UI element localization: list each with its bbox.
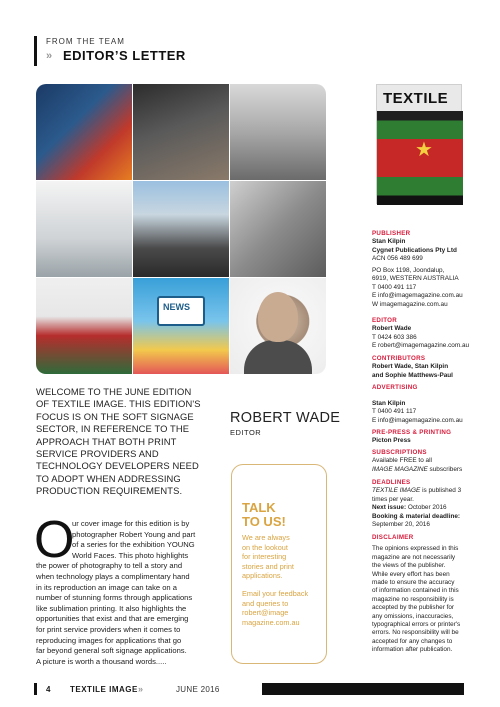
publisher-acn: ACN 056 489 699 [372, 255, 423, 263]
photo-news-illustration [133, 278, 229, 374]
next-issue-value: October 2016 [406, 504, 447, 512]
talk-intro [242, 533, 322, 581]
prepress-heading: PRE-PRESS & PRINTING [372, 429, 452, 436]
talk-email[interactable]: magazine.com.au [242, 617, 300, 627]
disclaimer-line: made to ensure the accuracy [372, 579, 455, 587]
chevron-icon: » [138, 684, 142, 694]
byline-name: ROBERT WADE [230, 410, 341, 426]
talk-line: and queries to [242, 598, 289, 608]
intro-line: WELCOME TO THE JUNE EDITION [36, 386, 192, 397]
advertising-email[interactable]: E info@imagemagazine.com.au [372, 416, 463, 424]
body-line: when technology plays a complimentary hand [36, 571, 190, 581]
masthead-editor [372, 317, 488, 351]
star-icon: ★ [415, 139, 433, 161]
body-line: of a series for the exhibition YOUNG [72, 540, 195, 550]
photo-team-group [133, 181, 229, 277]
talk-line: Email your feedback [242, 589, 309, 598]
photo-printing-press [36, 84, 132, 180]
body-line: for print service providers when it comes to [36, 624, 181, 634]
talk-heading [242, 501, 286, 529]
deadlines-line [372, 487, 488, 495]
next-issue-label: Next issue: [372, 504, 407, 512]
disclaimer-line: accepted for any changes to [372, 637, 453, 645]
body-line: in its reproduction an image can take on a [36, 582, 177, 592]
advertising-name: Stan Kilpin [372, 400, 406, 407]
body-line: opportunities that exist and that are emerging [36, 614, 189, 624]
talk-line: for interesting [242, 552, 287, 562]
body-line: ur cover image for this edition is by [72, 519, 190, 528]
section-kicker: FROM THE TEAM [46, 37, 125, 46]
advertising-heading: ADVERTISING [372, 384, 418, 391]
disclaimer-line: magazine are not necessarily [372, 553, 456, 561]
address-line: PO Box 1198, Joondalup, [372, 267, 445, 274]
chevron-icon: » [46, 50, 51, 62]
publisher-email[interactable]: E info@imagemagazine.com.au [372, 292, 463, 300]
intro-standfirst [36, 386, 214, 498]
contributors-line: and Sophie Matthews-Paul [372, 371, 453, 379]
talk-email[interactable]: robert@image [242, 608, 289, 618]
photo-fabric-table [230, 84, 326, 180]
photo-editor-portrait [230, 278, 326, 374]
masthead-contributors [372, 355, 488, 380]
contributors-line: Robert Wade, Stan Kilpin [372, 363, 449, 371]
photo-printer-machine [36, 181, 132, 277]
portrait-body [244, 340, 312, 374]
talk-heading-line: TALK [242, 500, 276, 515]
talk-line: on the lookout [242, 542, 288, 552]
cover-title: TEXTILE [383, 90, 449, 107]
publisher-company: Cygnet Publications Pty Ltd [372, 246, 457, 254]
masthead-advertising [372, 384, 488, 392]
deadlines-text: is published 3 [420, 487, 462, 495]
disclaimer-text [372, 545, 488, 654]
talk-contact[interactable] [242, 589, 322, 627]
drop-cap: O [34, 511, 75, 569]
disclaimer-line: of information contained in this [372, 587, 459, 595]
talk-line: applications. [242, 571, 283, 581]
disclaimer-line: typographical errors or printer's [372, 621, 461, 629]
address-line: 6919, WESTERN AUSTRALIA [372, 275, 459, 283]
footer-rule [34, 683, 37, 695]
booking-label: Booking & material deadline: [372, 512, 461, 520]
publisher-website[interactable]: W imagemagazine.com.au [372, 300, 448, 308]
magazine-cover [376, 84, 462, 204]
disclaimer-line: any omissions, inaccuracies, [372, 612, 454, 620]
masthead-subscriptions [372, 449, 488, 474]
disclaimer-line: information after publication. [372, 646, 453, 654]
body-line: World Faces. This photo highlights [72, 550, 189, 560]
editor-email[interactable]: E robert@imagemagazine.com.au [372, 342, 470, 350]
footer-logo: TEXTILE IMAGE [70, 685, 138, 694]
deadlines-heading: DEADLINES [372, 479, 411, 486]
publisher-name: Stan Kilpin [372, 238, 406, 246]
contributors-heading: CONTRIBUTORS [372, 355, 426, 362]
intro-line: SERVICE PROVIDERS AND [36, 448, 159, 460]
disclaimer-line: magazine no responsibility is [372, 595, 454, 603]
disclaimer-line: errors. No responsibility will be [372, 629, 459, 637]
deadlines-line: times per year. [372, 495, 414, 503]
subscriptions-line [372, 466, 488, 474]
magazine-name: TEXTILE IMAGE [372, 487, 421, 495]
masthead-prepress [372, 429, 488, 446]
photo-grid [36, 84, 326, 374]
intro-line: TO ADOPT WHEN ADDRESSING [36, 472, 181, 484]
disclaimer-line: accepted by the publisher for [372, 604, 455, 612]
byline-role: EDITOR [230, 428, 262, 437]
subscriptions-text: subscribers [427, 465, 463, 473]
masthead-deadlines [372, 479, 488, 529]
page-number: 4 [46, 685, 51, 694]
portrait-head [258, 292, 298, 342]
body-line: like sublimation printing. It also highlights the [36, 603, 187, 613]
masthead-advertising-contact [372, 400, 488, 425]
talk-heading-line: TO US! [242, 514, 286, 529]
talk-line: stories and print [242, 561, 294, 571]
disclaimer-line: The opinions expressed in this [372, 545, 459, 553]
publisher-heading: PUBLISHER [372, 230, 411, 237]
body-line: number of stunning forms through applications [36, 593, 193, 603]
masthead-address [372, 267, 488, 309]
page-title: EDITOR’S LETTER [63, 48, 186, 63]
disclaimer-line: the views of the publisher. [372, 562, 446, 570]
masthead-disclaimer [372, 534, 488, 655]
booking-value: September 20, 2016 [372, 521, 430, 529]
editor-name: Robert Wade [372, 325, 412, 333]
intro-line: OF TEXTILE IMAGE. THIS EDITION'S [36, 398, 201, 410]
masthead-publisher [372, 230, 488, 264]
intro-line: SECTOR, IN REFERENCE TO THE [36, 423, 190, 435]
talk-line: We are always [242, 533, 290, 542]
body-line: reproducing images for applications that go [36, 635, 182, 645]
magazine-name: IMAGE MAGAZINE [372, 465, 428, 473]
talk-to-us-box [231, 464, 327, 664]
photo-worker [133, 84, 229, 180]
subscriptions-heading: SUBSCRIPTIONS [372, 449, 427, 456]
issue-date: JUNE 2016 [176, 685, 220, 694]
body-text [36, 519, 230, 667]
disclaimer-heading: DISCLAIMER [372, 534, 414, 541]
body-line: photographer Robert Young and part [72, 529, 196, 539]
subscriptions-line: Available FREE to all [372, 457, 432, 465]
intro-line: FOCUS IS ON THE SOFT SIGNAGE [36, 410, 194, 422]
footer-bar [262, 683, 464, 695]
disclaimer-line: While every effort has been [372, 570, 450, 578]
next-issue [372, 504, 488, 512]
photo-fabric-rolls [230, 181, 326, 277]
editor-heading: EDITOR [372, 317, 398, 324]
body-line: far beyond general soft signage applications. [36, 646, 187, 656]
body-line: the power of photography to tell a story and [36, 561, 183, 571]
photo-printed-fabric [36, 278, 132, 374]
header-rule [34, 36, 37, 66]
intro-line: APPROACH THAT BOTH PRINT [36, 435, 177, 447]
intro-line: TECHNOLOGY DEVELOPERS NEED [36, 460, 199, 472]
prepress-name: Picton Press [372, 437, 411, 445]
body-line: A picture is worth a thousand words..... [36, 656, 167, 666]
advertising-phone: T 0400 491 117 [372, 408, 417, 416]
intro-line: PRODUCTION REQUIREMENTS. [36, 485, 183, 497]
news-label: NEWS [163, 302, 190, 312]
publisher-phone: T 0400 491 117 [372, 283, 417, 291]
editor-phone: T 0424 603 386 [372, 333, 417, 341]
